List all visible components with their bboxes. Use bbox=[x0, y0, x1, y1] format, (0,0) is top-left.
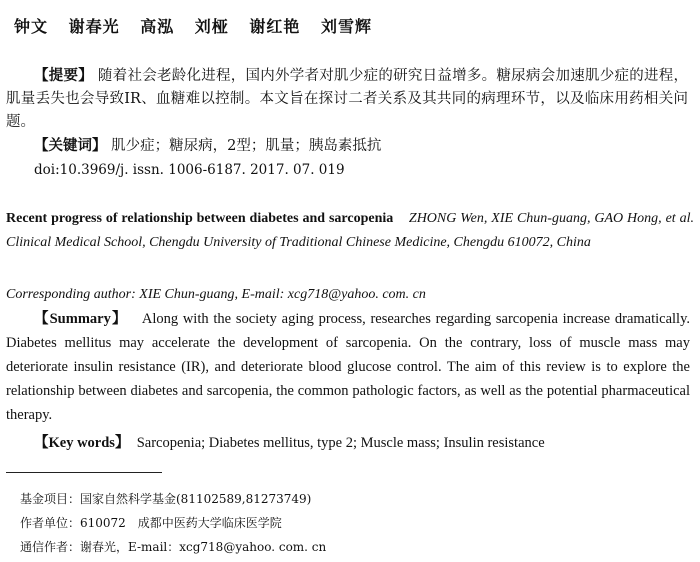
en-keywords-text: Sarcopenia; Diabetes mellitus, type 2; Muscle mass; Insulin resistance bbox=[136, 435, 545, 451]
doi: doi:10.3969/j. issn. 1006-6187. 2017. 07. 019 bbox=[34, 162, 345, 178]
en-corresponding: Corresponding author: XIE Chun-guang, E-mail: xcg718@yahoo. com. cn bbox=[6, 287, 426, 302]
author-name: 谢春光 bbox=[68, 17, 120, 36]
author-name: 谢红艳 bbox=[249, 17, 301, 36]
author-list bbox=[14, 14, 372, 37]
cn-keywords-label: 【关键词】 bbox=[34, 137, 107, 154]
en-summary bbox=[6, 307, 690, 427]
en-summary-text: Along with the society aging process, researches regarding sarcopenia increase dramatically. Diabetes mellitus may accelerate the development of sarcopenia. On the contrary, loss of muscle mass may deteriorate insulin resistance (IR), and deteriorate blood glucose control. The aim of this review is to explore the relationship between diabetes and sarcopenia, the common pathologic factors, as well as the potential pharmaceutical therapy. bbox=[6, 311, 691, 423]
footnote-divider bbox=[6, 472, 162, 473]
en-header bbox=[6, 207, 694, 255]
en-keywords bbox=[34, 431, 684, 455]
en-title: Recent progress of relationship between diabetes and sarcopenia bbox=[6, 211, 394, 226]
en-summary-label: 【Summary】 bbox=[34, 311, 128, 327]
author-name: 刘桠 bbox=[194, 17, 229, 36]
footnote-unit: 作者单位：610072 成都中医药大学临床医学院 bbox=[20, 516, 282, 530]
cn-summary-text: 随着社会老龄化进程，国内外学者对肌少症的研究日益增多。糖尿病会加速肌少症的进程，肌量丢失也会导致IR、血糖难以控制。本文旨在探讨二者关系及其共同的病理环节，以及临床用药相关问题。 bbox=[6, 68, 689, 130]
en-authors: ZHONG Wen, XIE Chun-guang, GAO Hong, et al. bbox=[408, 211, 694, 226]
footnote-fund: 基金项目：国家自然科学基金(81102589,81273749) bbox=[20, 492, 312, 506]
author-name: 高泓 bbox=[140, 17, 175, 36]
cn-summary bbox=[6, 64, 688, 134]
cn-summary-label: 【提要】 bbox=[34, 67, 94, 84]
cn-keywords-text: 肌少症；糖尿病，2型；肌量；胰岛素抵抗 bbox=[111, 138, 382, 154]
en-keywords-label: 【Key words】 bbox=[34, 435, 130, 451]
author-name: 刘雪辉 bbox=[320, 17, 372, 36]
author-name: 钟文 bbox=[14, 17, 49, 36]
en-affiliation: Clinical Medical School, Chengdu University of Traditional Chinese Medicine, Chengdu 610072, China bbox=[6, 235, 591, 250]
footnote-correspondence: 通信作者：谢春光，E-mail：xcg718@yahoo. com. cn bbox=[20, 540, 327, 554]
cn-keywords bbox=[34, 134, 684, 158]
